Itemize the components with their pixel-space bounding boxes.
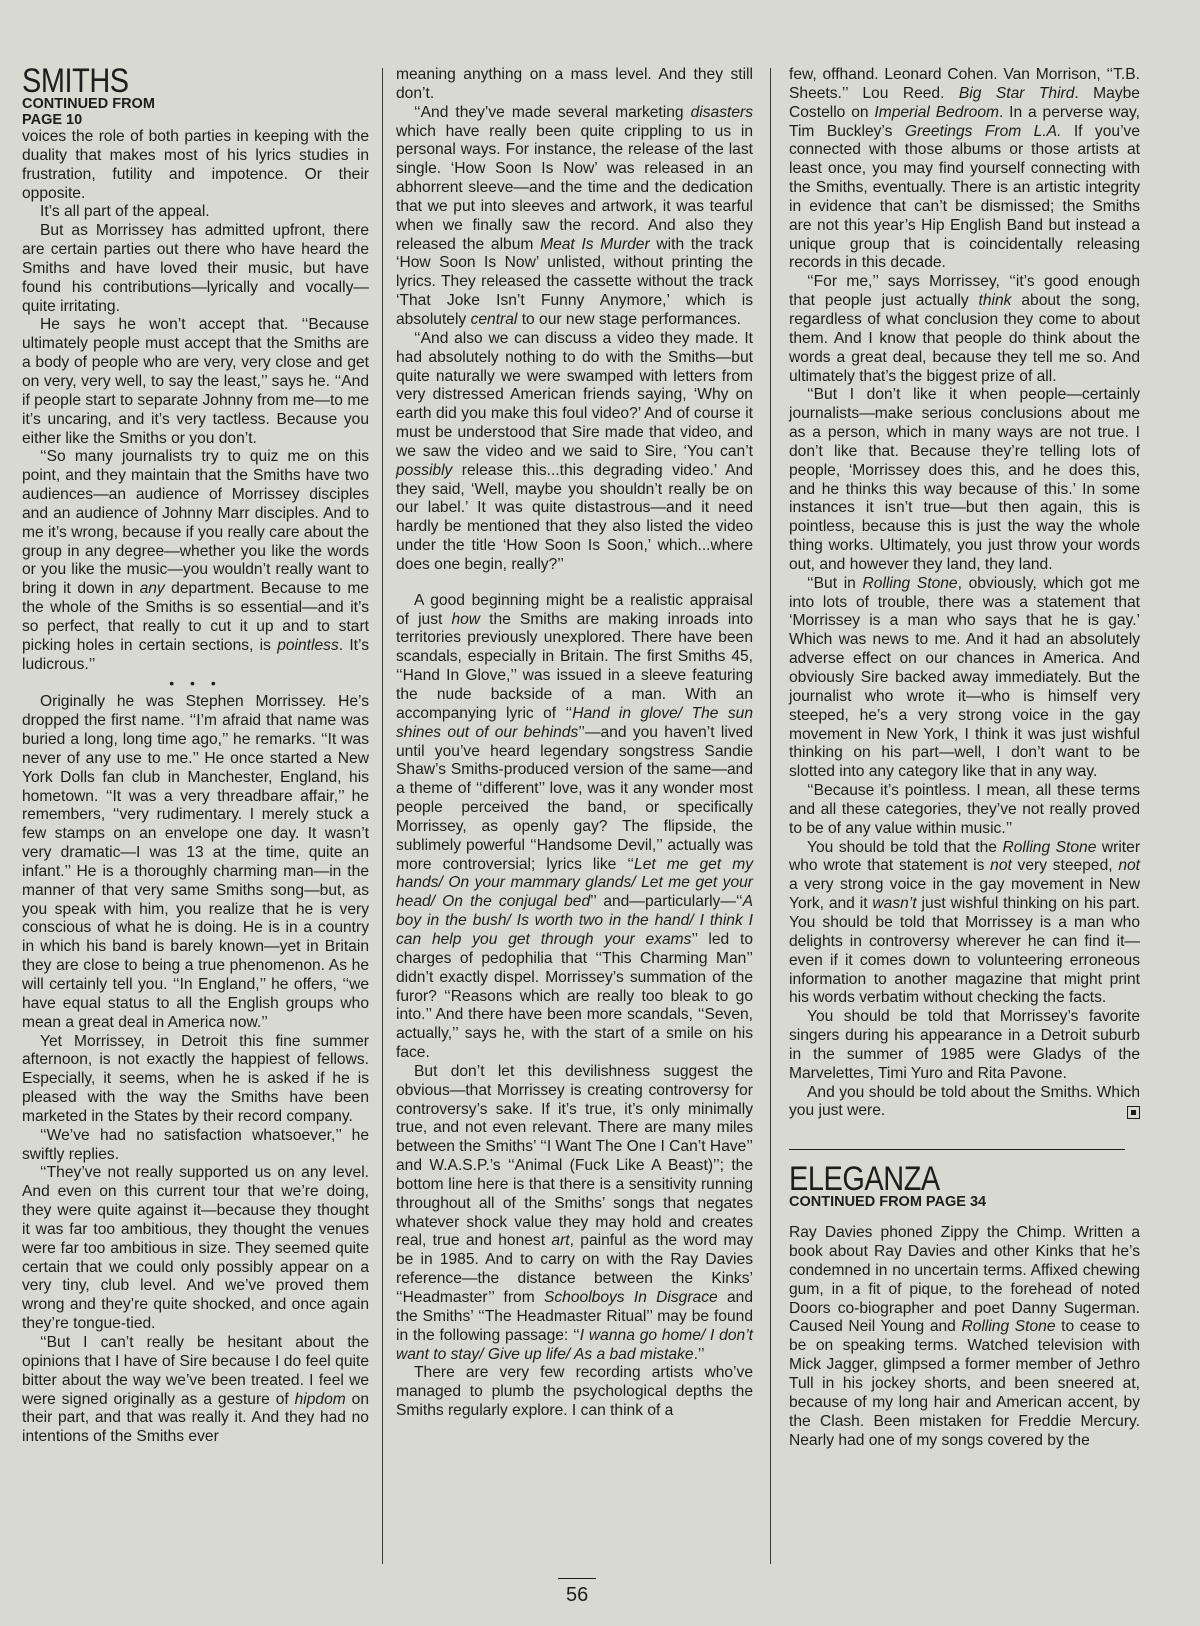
- paragraph: ‘‘We’ve had no satisfaction whatsoever,’’ he swiftly replies.: [22, 1126, 369, 1163]
- paragraph: But as Morrissey has admitted upfront, there are certain parties out there who have heard the Smiths and have loved their music, but have found his contributions—lyrically and vocally—quite irritating.: [22, 222, 369, 315]
- paragraph: meaning anything on a mass level. And they still don’t.: [396, 66, 753, 102]
- paragraph: ‘‘Because it’s pointless. I mean, all these terms and all these categories, they’ve not really proved to be of any value within music.’’: [789, 782, 1140, 837]
- paragraph: ‘‘So many journalists try to quiz me on this point, and they maintain that the Smiths have two audiences—an audience of Morrissey disciples and an audience of Johnny Marr disciples. And to me it’s wrong, because if you really care about the group in any degree—whether you like the words or you like the music—you wouldn’t really want to bring it down in any department. Because to me the whole of the Smiths is so essential—and it’s so perfect, that really to cut it up and to start picking holes in certain sections, is pointless. It’s ludicrous.’’: [22, 448, 369, 673]
- column-3: [789, 66, 1140, 1450]
- paragraph: You should be told that the Rolling Stone writer who wrote that statement is not very steeped, not a very strong voice in the gay movement in New York, and it wasn’t just wishful thinking on his part. You should be told that Morrissey is a man who delights in controversy wherever he can find it—even if it comes down to volunteering erroneous information to another magazine that might print his words verbatim without checking the facts.: [789, 838, 1141, 1007]
- eleganza-continued: CONTINUED FROM PAGE 34: [789, 1194, 987, 1211]
- page-number: 56: [566, 1584, 589, 1606]
- column-3-body: [789, 66, 1140, 1121]
- paragraph: ‘‘They’ve not really supported us on any level. And even on this current tour that we’re doing, they were quite against it—because they thought it was far too ambitious, they thought the venues were far too ambitious in size. They seemed quite certain that we could only possibly appear on a very tiny, club level. And we’ve proved them wrong and they’re quite shocked, and once again they’re tongue-tied.: [22, 1164, 369, 1333]
- end-of-article-icon: [1127, 1106, 1140, 1119]
- eleganza-body: Ray Davies phoned Zippy the Chimp. Written a book about Ray Davies and other Kinks that he’s condemned in no uncertain terms. Affixed chewing gum, in a fit of pique, to the forehead of noted Doors co-biographer and poet Danny Sugerman. Caused Neil Young and Rolling Stone to cease to be on speaking terms. Watched television with Mick Jagger, glimpsed a former member of Jethro Tull in his jockey shorts, and been sneered at, because of my long hair and American accent, by the Clash. Been mistaken for Freddie Mercury. Nearly had one of my songs covered by the: [789, 1224, 1140, 1449]
- paragraph: ‘‘But in Rolling Stone, obviously, which got me into lots of trouble, there was a statement that ‘Morrissey is a man who says that he is gay.’ Which was news to me. And it had an absolutely adverse effect on our chances in America. And obviously Sire backed away immediately. But the journalist who wrote it—who is himself very steeped, he’s a very strong voice in the gay movement in New York, I think it was just wishful thinking on his part—well, I don’t want to be slotted into any category like that in any way.: [789, 574, 1140, 781]
- smiths-continued-line1: CONTINUED FROM: [22, 96, 155, 112]
- eleganza-heading: ELEGANZA: [789, 1160, 940, 1199]
- paragraph: He says he won’t accept that. ‘‘Because ultimately people must accept that the Smiths are a body of people who are very, very close and get on very, very well, to say the least,’’ says he. ‘‘And if people start to separate Johnny from me—to me it’s uncaring, and it’s very tactless. Because you either like the Smiths or you don’t.: [22, 316, 369, 447]
- paragraph: A good beginning might be a realistic appraisal of just how the Smiths are making inroads into territories previously unexplored. There have been scandals, especially in Britain. The first Smiths 45, ‘‘Hand In Glove,’’ was issued in a sleeve featuring the nude backside of a man. With an accompanying lyric of ‘‘Hand in glove/ The sun shines out of our behinds’’—and you haven’t lived until you’ve heard legendary songstress Sandie Shaw’s Smiths-produced version of the same—and a theme of ‘‘different’’ love, was it any wonder most people perceived the band, or specifically Morrissey, as openly gay? The flipside, the sublimely powerful ‘‘Handsome Devil,’’ actually was more controversial; lyrics like ‘‘Let me get my hands/ On your mammary glands/ Let me get your head/ On the conjugal bed’’ and—particularly—‘‘A boy in the bush/ Is worth two in the hand/ I think I can help you get through your exams’’ led to charges of pedophilia that ‘‘This Charming Man’’ didn’t exactly dispel. Morrissey’s summation of the furor? ‘‘Reasons which are really too bleak to go into.’’ And there have been more scandals, ‘‘Seven, actually,’’ says he, with the start of a smile on his face.: [396, 591, 754, 1062]
- paragraph: ‘‘But I can’t really be hesitant about the opinions that I have of Sire because I do feel quite bitter about the way we’ve been treated. I feel we were signed originally as a gesture of hipdom on their part, and that was really it. And they had no intentions of the Smiths ever: [22, 1334, 369, 1446]
- column-1: [22, 62, 369, 1447]
- paragraph: It’s all part of the appeal.: [40, 203, 210, 221]
- paragraph: few, offhand. Leonard Cohen. Van Morrison, ‘‘T.B. Sheets.’’ Lou Reed. Big Star Third. Maybe Costello on Imperial Bedroom. In a perverse way, Tim Buckley’s Greetings From L.A. If you’ve connected with those albums or those artists at least once, you may find yourself connecting with the Smiths, eventually. There is an artistic integrity in evidence that can’t be dismissed; the Smiths are not this year’s Hip English Band but instead a unique group that is coincidentally releasing records in this decade.: [789, 66, 1141, 272]
- section-divider: [789, 1149, 1125, 1150]
- paragraph: There are very few recording artists who’ve managed to plumb the psychological depths the Smiths regularly explore. I can think of a: [396, 1364, 753, 1420]
- column-divider-2: [770, 68, 771, 1564]
- paragraph: Originally he was Stephen Morrissey. He’s dropped the first name. ‘‘I’m afraid that name was buried a long, long time ago,’’ he remarks. ‘‘It was never of any use to me.’’ He once started a New York Dolls fan club in Manchester, England, his hometown. ‘‘It was a very threadbare affair,’’ he remembers, ‘‘very rudimentary. I merely stuck a few stamps on an envelope one day. It wasn’t very dramatic—I was 13 at the time, quite an infant.’’ He is a thoroughly charming man—in the manner of that very same Smiths song—but, as you speak with him, you realize that he is very conscious of what he is doing. He is in a country in which his band is barely known—yet in Britain they are close to being a true phenomenon. As he will certainly tell you. ‘‘In England,’’ he offers, ‘‘we have equal status to all the English groups who mean a great deal in America now.’’: [22, 693, 369, 1031]
- column-2-body: [396, 66, 753, 1421]
- smiths-continued-line2: PAGE 10: [22, 112, 83, 128]
- paragraph: ‘‘And also we can discuss a video they made. It had absolutely nothing to do with the Smiths—but quite naturally we were swamped with letters from very distressed American friends saying, ‘Why on earth did you make this foul video?’ And of course it must be understood that Sire made that video, and we saw the video and we said to Sire, ‘You can’t possibly release this...this degrading video.’ And they said, ‘Well, maybe you shouldn’t really be on our label.’ It was quite distastrous—and it need hardly be mentioned that they also listed the video under the title ‘How Soon Is Soon,’ which...where does one begin, really?’’: [396, 329, 753, 573]
- paragraph: But don’t let this devilishness suggest the obvious—that Morrissey is creating controversy for controversy’s sake. If it’s true, it’s only minimally true, and not even relevant. There are many miles between the Smiths’ ‘‘I Want The One I Can’t Have’’ and W.A.S.P.’s ‘‘Animal (Fuck Like A Beast)’’; the bottom line here is that there is a sensitivity running throughout all of the Smiths’ songs that negates whatever shock value they may hold and creates real, true and honest art, painful as the word may be in 1985. And to carry on with the Ray Davies reference—the distance between the Kinks’ ‘‘Headmaster’’ from Schoolboys In Disgrace and the Smiths’ ‘‘The Headmaster Ritual’’ may be found in the following passage: ‘‘I wanna go home/ I don’t want to stay/ Give up life/ As a bad mistake.’’: [396, 1062, 754, 1363]
- paragraph: And you should be told about the Smiths. Which you just were.: [789, 1083, 1140, 1120]
- column-divider-1: [382, 68, 383, 1564]
- paragraph: You should be told that Morrissey’s favorite singers during his appearance in a Detroit suburb in the summer of 1985 were Gladys of the Marvelettes, Timi Yuro and Rita Pavone.: [789, 1008, 1140, 1082]
- paragraph: ‘‘And they’ve made several marketing disasters which have really been quite crippling to us in personal ways. For instance, the release of the last single. ‘How Soon Is Now’ was released in an abhorrent sleeve—and the time and the dedication that we put into sleeves and artwork, it was tearful when we finally saw the record. And also they released the album Meat Is Murder with the track ‘How Soon Is Now’ unlisted, without printing the lyrics. They released the cassette without the track ‘That Joke Isn’t Funny Anymore,’ which is absolutely central to our new stage performances.: [396, 103, 753, 328]
- paragraph: Yet Morrissey, in Detroit this fine summer afternoon, is not exactly the happiest of fellows. Especially, it seems, when he is asked if he is pleased with the way the Smiths have been marketed in the States by their record company.: [22, 1032, 369, 1125]
- column-1-body: [22, 128, 369, 1447]
- paragraph: ‘‘But I don’t like it when people—certainly journalists—make serious conclusions about me as a person, which in many ways are not true. I don’t like that. Because they’re telling lots of people, ‘Morrissey does this, and he does this, and he thinks this way because of this.’ In some instances it isn’t true—but then again, this is pointless, because this is just the way the whole thing works. Ultimately, you just throw your words out, and however they land, they land.: [789, 386, 1140, 573]
- paragraph: voices the role of both parties in keeping with the duality that makes most of his lyrics studies in frustration, futility and impotence. Or their opposite.: [22, 128, 369, 202]
- smiths-heading: SMITHS: [22, 62, 129, 100]
- column-2: [396, 66, 753, 1421]
- section-break-dots: • • •: [169, 675, 222, 692]
- paragraph: ‘‘For me,’’ says Morrissey, ‘‘it’s good enough that people just actually think about the song, regardless of what conclusion they come to about them. And I know that people do think about the words a great deal, because they tell me so. And ultimately that’s the biggest prize of all.: [789, 273, 1140, 385]
